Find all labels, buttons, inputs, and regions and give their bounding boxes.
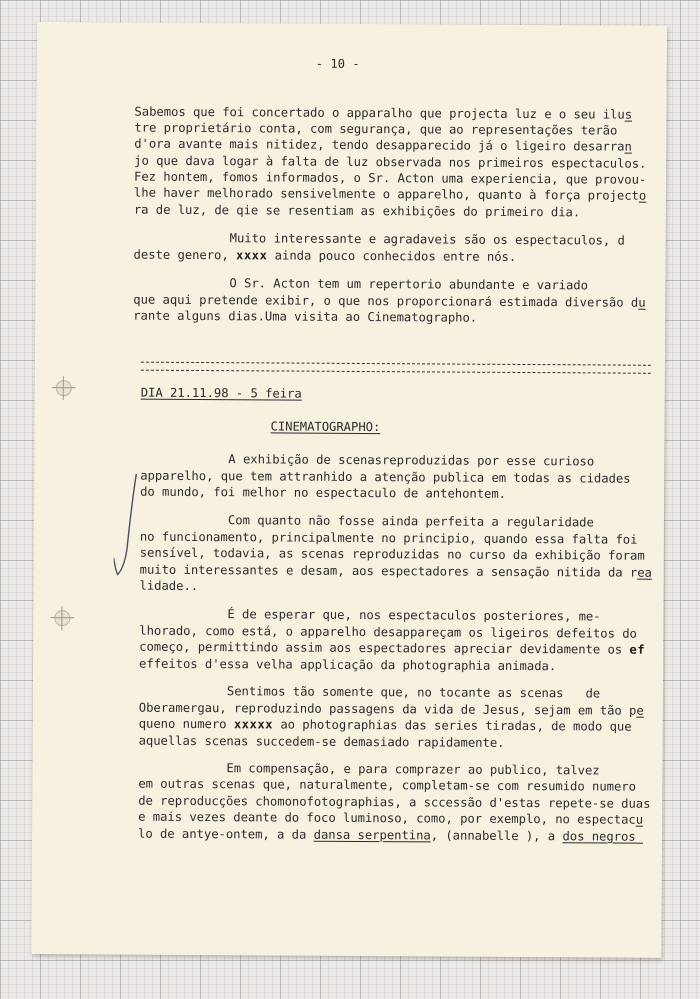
- line-segment: de reproducções chomonofotographias, a sccessão d'estas repete-se duas: [138, 793, 651, 811]
- underlined-text: dos negros: [562, 829, 644, 844]
- line-segment: ainda pouco conhecidos entre nós.: [267, 248, 517, 264]
- text-line: [270, 419, 380, 434]
- text-line: [227, 684, 600, 700]
- line-segment: ao photographias das series tiradas, de modo que: [272, 717, 632, 734]
- text-line: [134, 186, 646, 203]
- text-line: [133, 309, 477, 325]
- line-segment: sensível, todavia, as scenas reproduzidas no curso da exhibição foram: [139, 545, 645, 563]
- text-line: [134, 137, 632, 154]
- text-line: [134, 170, 646, 187]
- pencil-mark: [114, 470, 155, 580]
- underlined-text: DIA 21.11.98 - 5 feira: [140, 385, 302, 401]
- text-line: [139, 734, 505, 750]
- line-segment: lhorado, como está, o apparelho desappareçam os ligeiros defeitos do: [139, 623, 637, 641]
- text-line: [140, 469, 630, 486]
- text-line: [226, 761, 599, 777]
- line-segment: apparelho, que tem attranhido a atenção publica em todas as cidades: [140, 468, 631, 486]
- line-segment: Sentimos tão somente que, no tocante as scenas de: [226, 684, 601, 701]
- text-line: [133, 293, 645, 310]
- line-segment: do mundo, foi melhor no espectaculo de antehontem.: [140, 484, 507, 501]
- struck-word: xxxxx: [233, 717, 274, 732]
- line-segment: É de esperar que, nos espectaculos posteriores, me-: [227, 607, 601, 624]
- punch-hole-mark-lower: [54, 610, 70, 626]
- text-line: [227, 607, 600, 623]
- struck-word: ef: [629, 642, 646, 657]
- line-segment: , (annabelle ), a: [430, 828, 563, 844]
- page-number: - 10 -: [315, 56, 360, 71]
- line-segment: O Sr. Acton tem um repertorio abundante e variado: [229, 276, 589, 293]
- line-segment: effeitos d'essa velha applicação da photographia animada.: [139, 656, 557, 674]
- line-segment: Com quanto não fosse ainda perfeita a regularidade: [227, 513, 594, 530]
- line-segment: que aqui pretende exibir, o que nos proporcionará estimada diversão d: [133, 292, 639, 310]
- text-line: [140, 546, 645, 563]
- text-line: [140, 563, 652, 580]
- line-segment: e mais vezes deante do foco luminoso, como, por exemplo, no espectac: [138, 809, 636, 827]
- text-line: [134, 121, 617, 138]
- typewritten-page: [31, 22, 667, 958]
- underlined-text: o: [638, 188, 647, 203]
- underlined-text: ea: [637, 565, 652, 580]
- text-line: [228, 513, 594, 529]
- underlined-text: u: [638, 295, 646, 310]
- line-segment: rante alguns dias.Uma visita ao Cinematographo.: [133, 308, 478, 325]
- line-segment: lidade..: [139, 578, 199, 593]
- text-line: [229, 276, 588, 292]
- line-segment: começo, permittindo assim aos espectadores apreciar devidamente os: [139, 639, 630, 657]
- line-segment: em outras scenas que, naturalmente, completam-se com resumido numero: [138, 776, 636, 794]
- line-segment: d'ora avante mais nitidez, tendo desapparecido já o ligeiro desarra: [134, 136, 625, 154]
- line-segment: lhe haver melhorado sensivelmente o apparelho, quanto à força project: [133, 185, 639, 203]
- struck-word: xxxx: [235, 248, 268, 263]
- text-line: [139, 701, 644, 718]
- text-line: [134, 248, 517, 264]
- text-line: [138, 794, 650, 811]
- line-segment: tre proprietário conta, com segurança, que ao representações terão: [134, 120, 618, 138]
- text-line: [138, 777, 636, 794]
- line-segment: A exhibição de scenasreproduzidas por esse curioso: [228, 452, 595, 469]
- dashed-separator-2: [141, 370, 651, 374]
- line-segment: aquellas scenas succedem-se demasiado rapidamente.: [138, 733, 505, 750]
- text-line: [140, 530, 638, 547]
- text-line: [228, 452, 594, 468]
- underlined-text: e: [636, 703, 644, 718]
- line-segment: jo que dava logar à falta de luz observada nos primeiros espectaculos.: [134, 153, 647, 171]
- line-segment: deste genero,: [133, 247, 237, 263]
- underlined-text: s: [624, 107, 633, 122]
- text-line: [138, 827, 643, 844]
- line-segment: muito interessantes e desam, aos espectadores a sensação nitida da r: [139, 562, 638, 580]
- text-line: [139, 640, 645, 657]
- text-line: [134, 105, 632, 122]
- text-line: [139, 657, 556, 674]
- underlined-text: u: [635, 812, 644, 827]
- text-line: [138, 810, 643, 827]
- text-line: [230, 231, 625, 247]
- line-segment: queno numero: [138, 716, 234, 732]
- line-segment: Fez hontem, fomos informados, o Sr. Acton uma experiencia, que provou-: [134, 169, 647, 187]
- dashed-separator: [141, 362, 651, 366]
- text-line: [139, 717, 632, 734]
- text-line: [139, 624, 637, 641]
- line-segment: no funcionamento, principalmente no principio, quando essa falta foi: [139, 529, 638, 547]
- line-segment: lo de antye-ontem, a da: [138, 826, 314, 842]
- text-line: [141, 386, 302, 401]
- line-segment: Sabemos que foi concertado o apparalho que projecta luz e o seu ilu: [134, 104, 625, 122]
- text-line: [140, 579, 199, 593]
- line-segment: Oberamergau, reproduzindo passagens da vida de Jesus, sejam em tão p: [138, 700, 637, 718]
- punch-hole-mark-upper: [56, 380, 72, 396]
- line-segment: Em compensação, e para comprazer ao publico, talvez: [226, 761, 600, 778]
- underlined-text: CINEMATOGRAPHO:: [270, 419, 381, 435]
- text-line: [140, 485, 506, 501]
- underlined-text: dansa serpentina: [313, 827, 431, 843]
- line-segment: ra de luz, de qie se resentiam as exhibições do primeiro dia.: [133, 202, 581, 220]
- underlined-text: n: [624, 139, 632, 154]
- line-segment: Muito interessante e agradaveis são os espectaculos, d: [229, 231, 625, 248]
- text-line: [134, 203, 580, 220]
- text-line: [134, 154, 646, 171]
